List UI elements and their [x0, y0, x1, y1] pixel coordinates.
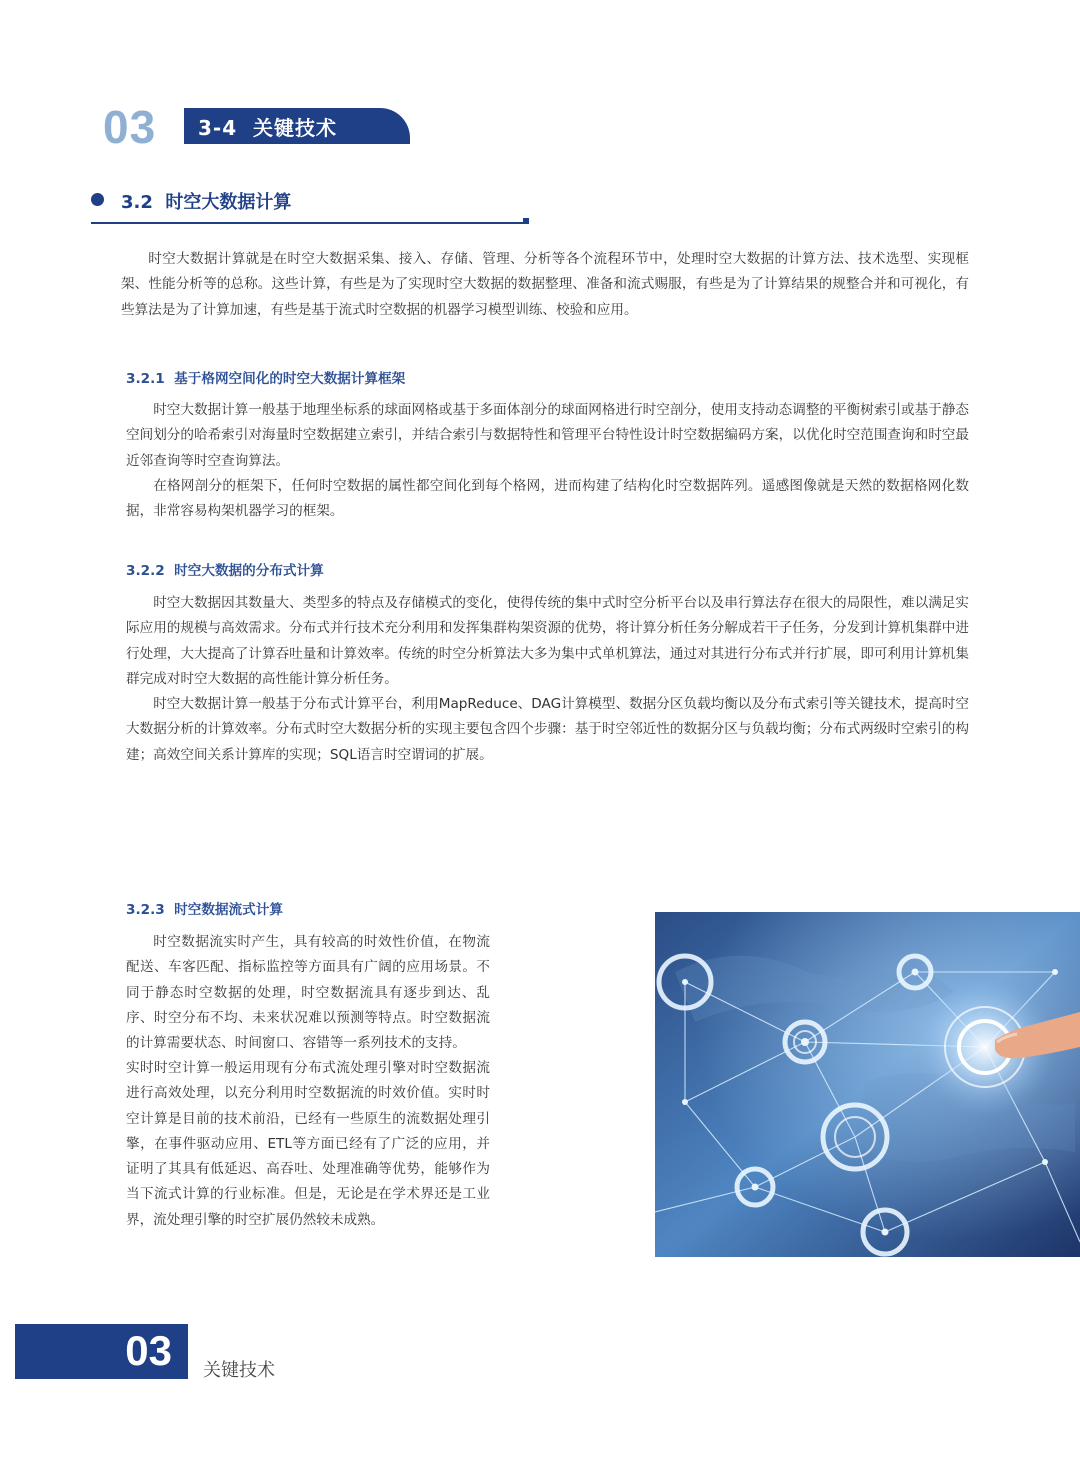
subsection-title-322: 3.2.2 时空大数据的分布式计算	[126, 563, 324, 579]
subsection-title-321: 3.2.1 基于格网空间化的时空大数据计算框架	[126, 371, 406, 387]
section-title: 3.2 时空大数据计算	[121, 192, 292, 213]
subsection-323-paragraph-1: 时空数据流实时产生，具有较高的时效性价值，在物流配送、车客匹配、指标监控等方面具有广阔的应用场景。不同于静态时空数据的处理，时空数据流具有逐步到达、乱序、时空分布不均、未来状况难以预测等特点。时空数据流的计算需要状态、时间窗口、容错等一系列技术的支持。	[126, 934, 490, 1052]
subsection-322-paragraph-1: 时空大数据因其数量大、类型多的特点及存储模式的变化，使得传统的集中式时空分析平台以及串行算法存在很大的局限性，难以满足实际应用的规模与高效需求。分布式并行技术充分利用和发挥集群构架资源的优势，将计算分析任务分解成若干子任务，分发到计算机集群中进行处理，大大提高了计算吞吐量和计算效率。传统的时空分析算法大多为集中式单机算法，通过对其进行分布式并行扩展，即可利用计算机集群完成对时空大数据的高性能计算分析任务。	[126, 595, 969, 687]
subsection-321-paragraph-2: 在格网剖分的框架下，任何时空数据的属性都空间化到每个格网，进而构建了结构化时空数据阵列。遥感图像就是天然的数据格网化数据，非常容易构架机器学习的框架。	[126, 478, 969, 520]
network-technology-image	[655, 912, 1080, 1257]
chapter-title: 3-4 关键技术	[198, 116, 338, 140]
chapter-number: 03	[103, 101, 157, 153]
section-divider	[91, 222, 527, 224]
subsection-title-323: 3.2.3 时空数据流式计算	[126, 902, 283, 918]
section-intro: 时空大数据计算就是在时空大数据采集、接入、存储、管理、分析等各个流程环节中，处理时空大数据的计算方法、技术选型、实现框架、性能分析等的总称。这些计算，有些是为了实现时空大数据的数据整理、准备和流式赐服，有些是为了计算结果的规整合并和可视化，有些算法是为了计算加速，有些是基于流式时空数据的机器学习模型训练、校验和应用。	[121, 251, 969, 318]
subsection-321-paragraph-1: 时空大数据计算一般基于地理坐标系的球面网格或基于多面体剖分的球面网格进行时空剖分，使用支持动态调整的平衡树索引或基于静态空间划分的哈希索引对海量时空数据建立索引，并结合索引与数据特性和管理平台特性设计时空数据编码方案，以优化时空范围查询和时空最近邻查询等时空查询算法。	[126, 402, 969, 469]
chapter-title-tab	[184, 108, 410, 144]
footer-chapter-label: 关键技术	[203, 1360, 275, 1381]
subsection-322-paragraph-2: 时空大数据计算一般基于分布式计算平台，利用MapReduce、DAG计算模型、数据分区负载均衡以及分布式索引等关键技术，提高时空大数据分析的计算效率。分布式时空大数据分析的实现主要包含四个步骤：基于时空邻近性的数据分区与负载均衡；分布式两级时空索引的构建；高效空间关系计算库的实现；SQL语言时空谓词的扩展。	[126, 696, 969, 763]
footer-chapter-block	[15, 1324, 188, 1379]
footer-chapter-number: 03	[125, 1327, 172, 1374]
subsection-323-paragraph-2: 实时时空计算一般运用现有分布式流处理引擎对时空数据流进行高效处理，以充分利用时空数据流的时效价值。实时时空计算是目前的技术前沿，已经有一些原生的流数据处理引擎，在事件驱动应用、ETL等方面已经有了广泛的应用，并证明了其具有低延迟、高吞吐、处理准确等优势，能够作为当下流式计算的行业标准。但是，无论是在学术界还是工业界，流处理引擎的时空扩展仍然较未成熟。	[126, 1060, 490, 1228]
section-bullet-icon	[91, 193, 104, 206]
